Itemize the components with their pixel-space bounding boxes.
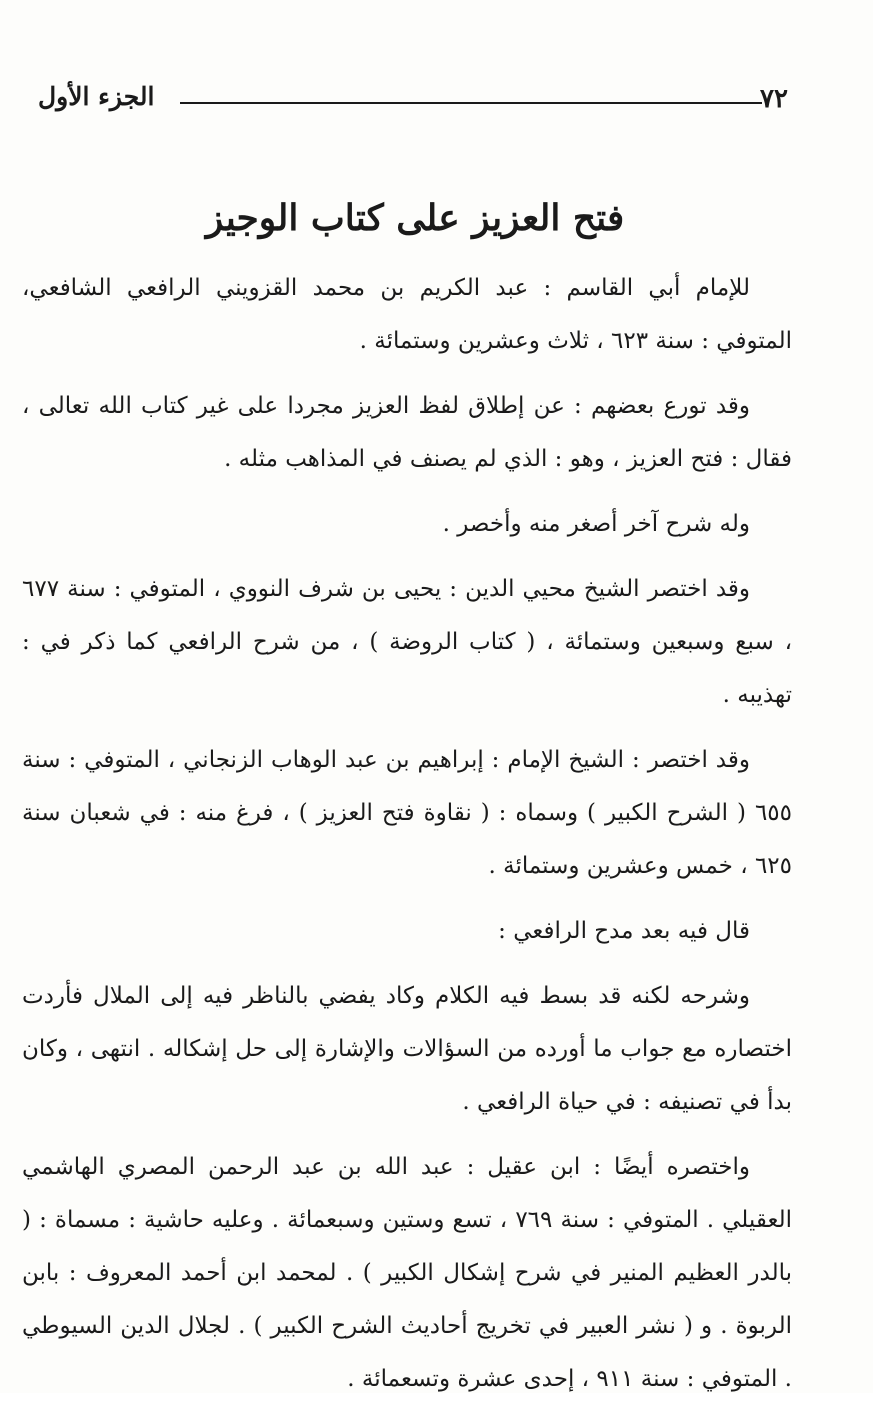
page-number: ٧٢ <box>760 84 788 114</box>
running-header <box>30 78 830 122</box>
paragraph: وشرحه لكنه قد بسط فيه الكلام وكاد يفضي بالناظر فيه إلى الملال فأردت اختصاره مع جواب ما أورده من السؤالات والإشارة إلى حل إشكاله . انتهى ، وكان بدأ في تصنيفه : في حياة الرافعي . <box>22 983 792 1115</box>
paragraph: للإمام أبي القاسم : عبد الكريم بن محمد القزويني الرافعي الشافعي، المتوفي : سنة ٦٢٣ ، ثلاث وعشرين وستمائة . <box>22 275 792 354</box>
paragraph: وقد تورع بعضهم : عن إطلاق لفظ العزيز مجردا على غير كتاب الله تعالى ، فقال : فتح العزيز ، وهو : الذي لم يصنف في المذاهب مثله . <box>22 393 792 472</box>
paragraph: قال فيه بعد مدح الرافعي : <box>498 918 750 944</box>
paragraph: واختصره أيضًا : ابن عقيل : عبد الله بن عبد الرحمن المصري الهاشمي العقيلي . المتوفي : سنة ٧٦٩ ، تسع وستين وسبعمائة . وعليه حاشية : مسماة : ( بالدر العظيم المنير في شرح إشكال الكبير ) . لمحمد ابن أحمد المعروف : بابن الربوة . و ( نشر العبير في تخريج أحاديث الشرح الكبير ) . لجلال الدين السيوطي . المتوفي : سنة ٩١١ ، إحدى عشرة وتسعمائة . <box>22 1154 792 1392</box>
book-title: فتح العزيز على كتاب الوجيز <box>205 197 625 239</box>
paragraph: وقد اختصر : الشيخ الإمام : إبراهيم بن عبد الوهاب الزنجاني ، المتوفي : سنة ٦٥٥ ( الشرح الكبير ) وسماه : ( نقاوة فتح العزيز ) ، فرغ منه : في شعبان سنة ٦٢٥ ، خمس وعشرين وستمائة . <box>22 747 792 879</box>
running-title: الجزء الأول <box>38 82 155 111</box>
header-rule <box>180 102 762 104</box>
body-text <box>22 262 792 1418</box>
paragraph: وقد اختصر الشيخ محيي الدين : يحيى بن شرف النووي ، المتوفي : سنة ٦٧٧ ، سبع وسبعين وستمائة ، ( كتاب الروضة ) ، من شرح الرافعي كما ذكر في : تهذيبه . <box>22 576 792 708</box>
paragraph: وله شرح آخر أصغر منه وأخصر . <box>442 511 750 537</box>
